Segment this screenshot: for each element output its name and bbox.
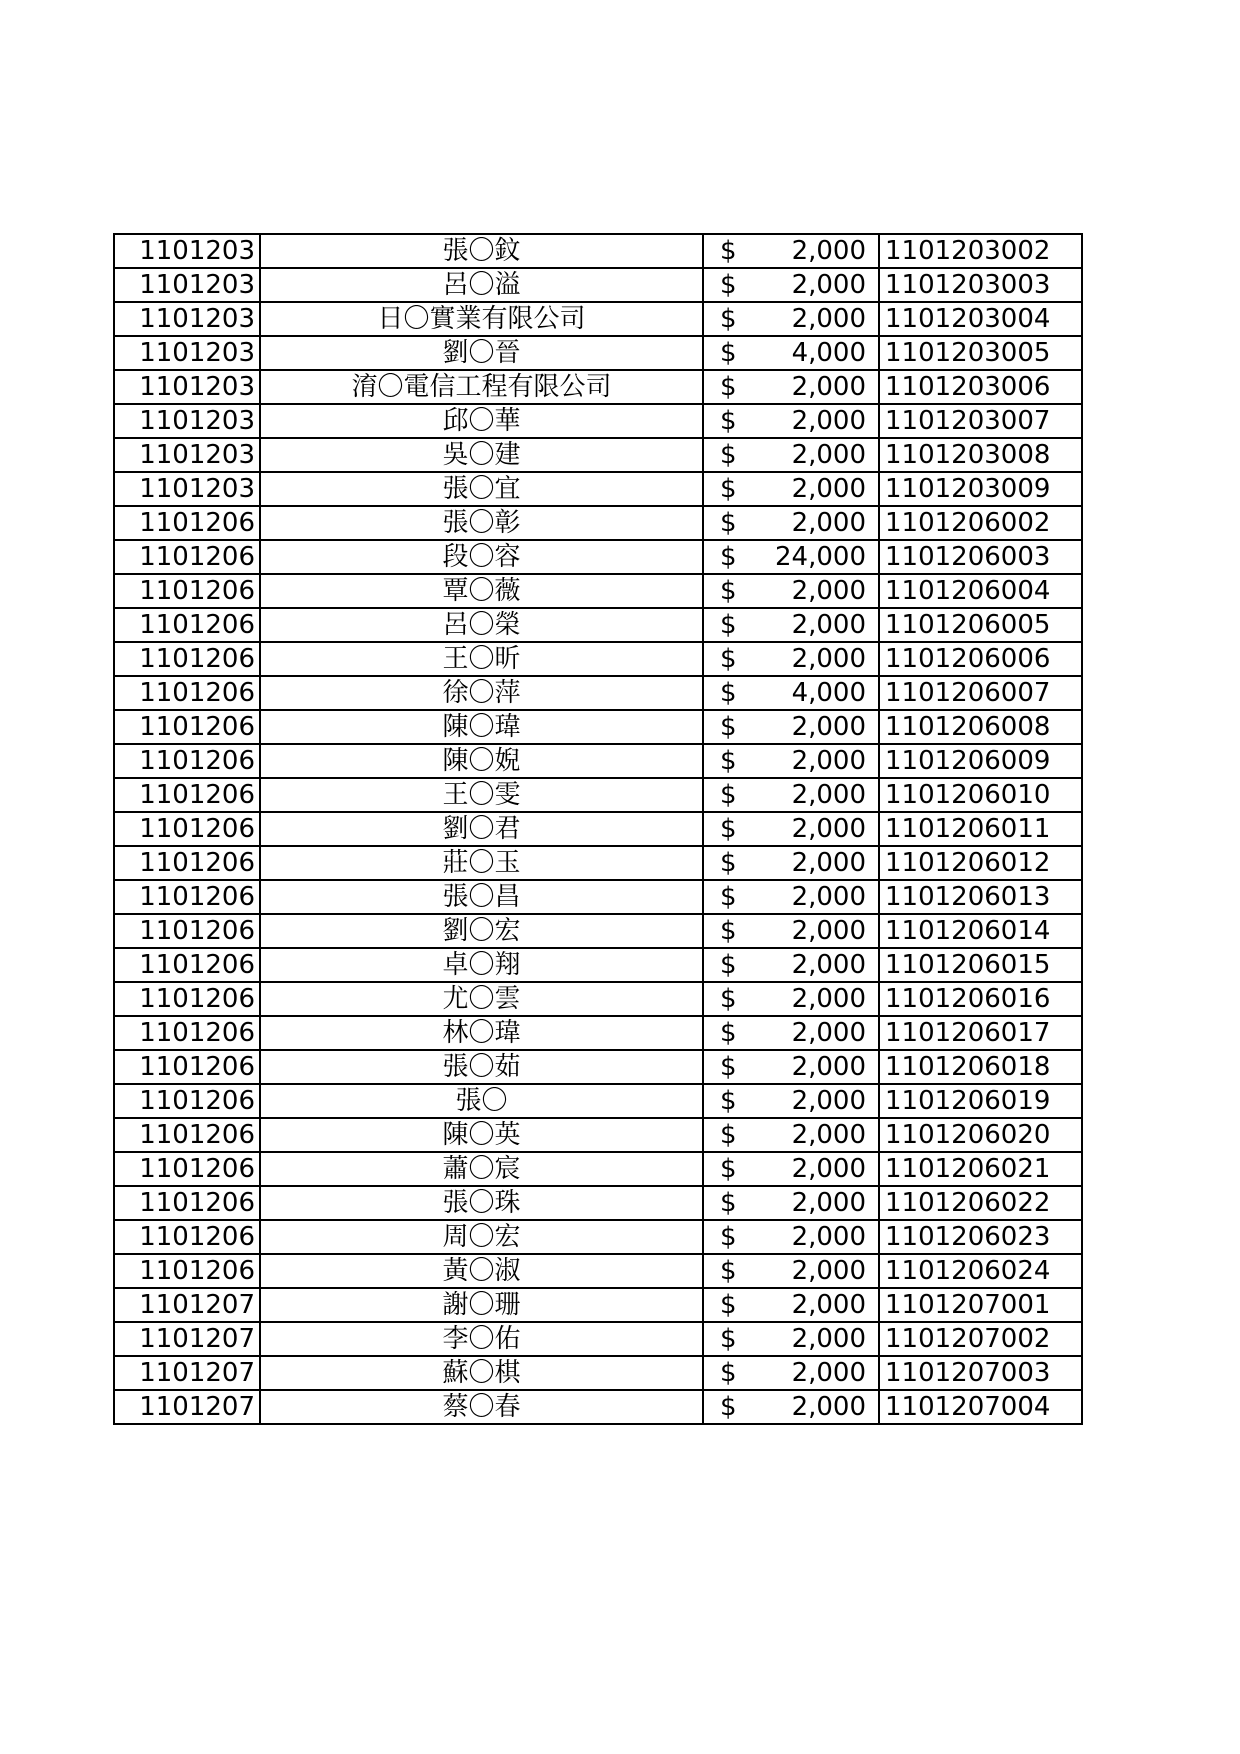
amount-value: 2,000 <box>791 780 866 810</box>
donor-name-cell: 徐〇萍 <box>260 676 703 710</box>
currency-symbol: $ <box>720 474 737 504</box>
currency-symbol: $ <box>720 406 737 436</box>
table-row <box>114 846 1082 880</box>
currency-symbol: $ <box>720 780 737 810</box>
receipt-number-cell: 1101206002 <box>879 506 1082 540</box>
receipt-number-cell: 1101206004 <box>879 574 1082 608</box>
table-row <box>114 676 1082 710</box>
amount-cell <box>703 1016 879 1050</box>
date-cell: 1101203 <box>114 370 260 404</box>
date-cell: 1101206 <box>114 1084 260 1118</box>
amount-value: 2,000 <box>791 576 866 606</box>
receipt-number-cell: 1101203009 <box>879 472 1082 506</box>
currency-symbol: $ <box>720 1392 737 1422</box>
date-cell: 1101207 <box>114 1322 260 1356</box>
currency-symbol: $ <box>720 746 737 776</box>
date-cell: 1101206 <box>114 914 260 948</box>
date-cell: 1101206 <box>114 1016 260 1050</box>
amount-cell <box>703 676 879 710</box>
currency-symbol: $ <box>720 1324 737 1354</box>
currency-symbol: $ <box>720 236 737 266</box>
receipt-number-cell: 1101203002 <box>879 234 1082 268</box>
amount-value: 2,000 <box>791 406 866 436</box>
amount-cell <box>703 302 879 336</box>
amount-value: 2,000 <box>791 1120 866 1150</box>
amount-value: 2,000 <box>791 882 866 912</box>
amount-cell <box>703 234 879 268</box>
table-row <box>114 1016 1082 1050</box>
amount-value: 2,000 <box>791 610 866 640</box>
amount-cell <box>703 642 879 676</box>
amount-value: 2,000 <box>791 1358 866 1388</box>
date-cell: 1101206 <box>114 1254 260 1288</box>
table-row <box>114 914 1082 948</box>
amount-value: 2,000 <box>791 508 866 538</box>
receipt-number-cell: 1101203008 <box>879 438 1082 472</box>
date-cell: 1101206 <box>114 1186 260 1220</box>
amount-value: 2,000 <box>791 1324 866 1354</box>
amount-cell <box>703 472 879 506</box>
currency-symbol: $ <box>720 304 737 334</box>
donor-name-cell: 吳〇建 <box>260 438 703 472</box>
receipt-number-cell: 1101206017 <box>879 1016 1082 1050</box>
table-row <box>114 1322 1082 1356</box>
donor-name-cell: 張〇宜 <box>260 472 703 506</box>
table-row <box>114 1356 1082 1390</box>
donor-name-cell: 王〇昕 <box>260 642 703 676</box>
date-cell: 1101206 <box>114 574 260 608</box>
table-row <box>114 1220 1082 1254</box>
date-cell: 1101203 <box>114 268 260 302</box>
table-row <box>114 778 1082 812</box>
amount-value: 2,000 <box>791 1188 866 1218</box>
donor-name-cell: 卓〇翔 <box>260 948 703 982</box>
amount-value: 2,000 <box>791 814 866 844</box>
receipt-number-cell: 1101206022 <box>879 1186 1082 1220</box>
amount-cell <box>703 506 879 540</box>
donor-name-cell: 黃〇淑 <box>260 1254 703 1288</box>
amount-cell <box>703 1050 879 1084</box>
currency-symbol: $ <box>720 950 737 980</box>
receipt-number-cell: 1101206003 <box>879 540 1082 574</box>
table-row <box>114 370 1082 404</box>
donor-name-cell: 張〇昌 <box>260 880 703 914</box>
donor-name-cell: 段〇容 <box>260 540 703 574</box>
donor-name-cell: 呂〇榮 <box>260 608 703 642</box>
currency-symbol: $ <box>720 1358 737 1388</box>
table-row <box>114 302 1082 336</box>
date-cell: 1101207 <box>114 1390 260 1424</box>
currency-symbol: $ <box>720 1188 737 1218</box>
table-row <box>114 268 1082 302</box>
amount-cell <box>703 880 879 914</box>
amount-cell <box>703 914 879 948</box>
donation-table <box>113 233 1083 1425</box>
donor-name-cell: 劉〇宏 <box>260 914 703 948</box>
currency-symbol: $ <box>720 1256 737 1286</box>
donor-name-cell: 日〇實業有限公司 <box>260 302 703 336</box>
receipt-number-cell: 1101206012 <box>879 846 1082 880</box>
table-row <box>114 438 1082 472</box>
date-cell: 1101206 <box>114 812 260 846</box>
date-cell: 1101206 <box>114 540 260 574</box>
currency-symbol: $ <box>720 882 737 912</box>
currency-symbol: $ <box>720 848 737 878</box>
amount-cell <box>703 1390 879 1424</box>
date-cell: 1101206 <box>114 608 260 642</box>
date-cell: 1101206 <box>114 1220 260 1254</box>
amount-cell <box>703 778 879 812</box>
currency-symbol: $ <box>720 916 737 946</box>
date-cell: 1101203 <box>114 234 260 268</box>
table-row <box>114 336 1082 370</box>
date-cell: 1101203 <box>114 404 260 438</box>
receipt-number-cell: 1101206023 <box>879 1220 1082 1254</box>
table-row <box>114 608 1082 642</box>
table-row <box>114 506 1082 540</box>
currency-symbol: $ <box>720 1086 737 1116</box>
donor-name-cell: 謝〇珊 <box>260 1288 703 1322</box>
receipt-number-cell: 1101207002 <box>879 1322 1082 1356</box>
amount-value: 2,000 <box>791 1222 866 1252</box>
donor-name-cell: 張〇 <box>260 1084 703 1118</box>
currency-symbol: $ <box>720 712 737 742</box>
amount-cell <box>703 846 879 880</box>
amount-value: 2,000 <box>791 474 866 504</box>
amount-value: 4,000 <box>791 338 866 368</box>
currency-symbol: $ <box>720 610 737 640</box>
currency-symbol: $ <box>720 338 737 368</box>
donor-name-cell: 陳〇婗 <box>260 744 703 778</box>
date-cell: 1101206 <box>114 744 260 778</box>
donor-name-cell: 張〇珠 <box>260 1186 703 1220</box>
amount-value: 24,000 <box>775 542 866 572</box>
currency-symbol: $ <box>720 576 737 606</box>
amount-value: 2,000 <box>791 372 866 402</box>
amount-cell <box>703 268 879 302</box>
amount-value: 2,000 <box>791 1256 866 1286</box>
amount-value: 2,000 <box>791 950 866 980</box>
amount-value: 2,000 <box>791 236 866 266</box>
receipt-number-cell: 1101206016 <box>879 982 1082 1016</box>
amount-cell <box>703 1220 879 1254</box>
table-row <box>114 982 1082 1016</box>
amount-cell <box>703 1288 879 1322</box>
receipt-number-cell: 1101203005 <box>879 336 1082 370</box>
amount-value: 2,000 <box>791 270 866 300</box>
date-cell: 1101206 <box>114 506 260 540</box>
donor-name-cell: 劉〇晉 <box>260 336 703 370</box>
date-cell: 1101206 <box>114 778 260 812</box>
amount-cell <box>703 540 879 574</box>
donor-name-cell: 呂〇溢 <box>260 268 703 302</box>
currency-symbol: $ <box>720 542 737 572</box>
currency-symbol: $ <box>720 508 737 538</box>
currency-symbol: $ <box>720 644 737 674</box>
amount-cell <box>703 1322 879 1356</box>
donor-name-cell: 邱〇華 <box>260 404 703 438</box>
receipt-number-cell: 1101206020 <box>879 1118 1082 1152</box>
receipt-number-cell: 1101203006 <box>879 370 1082 404</box>
table-row <box>114 1186 1082 1220</box>
donor-name-cell: 淯〇電信工程有限公司 <box>260 370 703 404</box>
amount-value: 2,000 <box>791 1290 866 1320</box>
amount-value: 2,000 <box>791 1018 866 1048</box>
amount-cell <box>703 948 879 982</box>
table-row <box>114 1050 1082 1084</box>
date-cell: 1101203 <box>114 336 260 370</box>
amount-value: 2,000 <box>791 644 866 674</box>
donor-name-cell: 張〇茹 <box>260 1050 703 1084</box>
donation-table-body <box>114 234 1082 1424</box>
receipt-number-cell: 1101206007 <box>879 676 1082 710</box>
table-row <box>114 1084 1082 1118</box>
date-cell: 1101206 <box>114 846 260 880</box>
receipt-number-cell: 1101206005 <box>879 608 1082 642</box>
table-row <box>114 472 1082 506</box>
date-cell: 1101206 <box>114 948 260 982</box>
donor-name-cell: 張〇鈫 <box>260 234 703 268</box>
amount-value: 2,000 <box>791 984 866 1014</box>
currency-symbol: $ <box>720 984 737 1014</box>
donor-name-cell: 蔡〇春 <box>260 1390 703 1424</box>
date-cell: 1101206 <box>114 642 260 676</box>
amount-cell <box>703 608 879 642</box>
date-cell: 1101203 <box>114 438 260 472</box>
currency-symbol: $ <box>720 814 737 844</box>
currency-symbol: $ <box>720 1222 737 1252</box>
donor-name-cell: 莊〇玉 <box>260 846 703 880</box>
donor-name-cell: 蕭〇宸 <box>260 1152 703 1186</box>
table-row <box>114 812 1082 846</box>
amount-cell <box>703 1118 879 1152</box>
currency-symbol: $ <box>720 1290 737 1320</box>
receipt-number-cell: 1101206008 <box>879 710 1082 744</box>
amount-cell <box>703 710 879 744</box>
amount-cell <box>703 1152 879 1186</box>
amount-cell <box>703 404 879 438</box>
receipt-number-cell: 1101206006 <box>879 642 1082 676</box>
table-row <box>114 880 1082 914</box>
date-cell: 1101206 <box>114 880 260 914</box>
date-cell: 1101203 <box>114 302 260 336</box>
receipt-number-cell: 1101206010 <box>879 778 1082 812</box>
currency-symbol: $ <box>720 270 737 300</box>
date-cell: 1101203 <box>114 472 260 506</box>
amount-value: 2,000 <box>791 916 866 946</box>
amount-value: 2,000 <box>791 1392 866 1422</box>
table-row <box>114 574 1082 608</box>
donor-name-cell: 蘇〇棋 <box>260 1356 703 1390</box>
date-cell: 1101206 <box>114 1118 260 1152</box>
amount-cell <box>703 1254 879 1288</box>
amount-value: 4,000 <box>791 678 866 708</box>
donor-name-cell: 王〇雯 <box>260 778 703 812</box>
date-cell: 1101207 <box>114 1288 260 1322</box>
donor-name-cell: 張〇彰 <box>260 506 703 540</box>
receipt-number-cell: 1101206018 <box>879 1050 1082 1084</box>
amount-cell <box>703 1084 879 1118</box>
receipt-number-cell: 1101206019 <box>879 1084 1082 1118</box>
table-row <box>114 948 1082 982</box>
table-row <box>114 1152 1082 1186</box>
table-row <box>114 234 1082 268</box>
amount-value: 2,000 <box>791 1086 866 1116</box>
currency-symbol: $ <box>720 1052 737 1082</box>
amount-cell <box>703 1186 879 1220</box>
receipt-number-cell: 1101206014 <box>879 914 1082 948</box>
date-cell: 1101206 <box>114 1050 260 1084</box>
donor-name-cell: 周〇宏 <box>260 1220 703 1254</box>
receipt-number-cell: 1101203007 <box>879 404 1082 438</box>
amount-value: 2,000 <box>791 1052 866 1082</box>
amount-cell <box>703 574 879 608</box>
donor-name-cell: 李〇佑 <box>260 1322 703 1356</box>
receipt-number-cell: 1101203004 <box>879 302 1082 336</box>
currency-symbol: $ <box>720 440 737 470</box>
amount-cell <box>703 982 879 1016</box>
amount-cell <box>703 438 879 472</box>
date-cell: 1101206 <box>114 982 260 1016</box>
table-row <box>114 540 1082 574</box>
currency-symbol: $ <box>720 1154 737 1184</box>
currency-symbol: $ <box>720 372 737 402</box>
receipt-number-cell: 1101206013 <box>879 880 1082 914</box>
date-cell: 1101206 <box>114 1152 260 1186</box>
receipt-number-cell: 1101207001 <box>879 1288 1082 1322</box>
amount-value: 2,000 <box>791 1154 866 1184</box>
amount-value: 2,000 <box>791 848 866 878</box>
amount-value: 2,000 <box>791 746 866 776</box>
donor-name-cell: 尤〇雲 <box>260 982 703 1016</box>
receipt-number-cell: 1101203003 <box>879 268 1082 302</box>
amount-cell <box>703 370 879 404</box>
table-row <box>114 404 1082 438</box>
table-row <box>114 1288 1082 1322</box>
receipt-number-cell: 1101206009 <box>879 744 1082 778</box>
receipt-number-cell: 1101207003 <box>879 1356 1082 1390</box>
table-row <box>114 1254 1082 1288</box>
currency-symbol: $ <box>720 678 737 708</box>
donor-name-cell: 覃〇薇 <box>260 574 703 608</box>
donor-name-cell: 陳〇瑋 <box>260 710 703 744</box>
date-cell: 1101206 <box>114 710 260 744</box>
table-row <box>114 1118 1082 1152</box>
table-row <box>114 1390 1082 1424</box>
receipt-number-cell: 1101206011 <box>879 812 1082 846</box>
amount-value: 2,000 <box>791 712 866 742</box>
donor-name-cell: 劉〇君 <box>260 812 703 846</box>
receipt-number-cell: 1101207004 <box>879 1390 1082 1424</box>
date-cell: 1101207 <box>114 1356 260 1390</box>
amount-cell <box>703 1356 879 1390</box>
receipt-number-cell: 1101206024 <box>879 1254 1082 1288</box>
receipt-number-cell: 1101206021 <box>879 1152 1082 1186</box>
date-cell: 1101206 <box>114 676 260 710</box>
table-row <box>114 710 1082 744</box>
currency-symbol: $ <box>720 1018 737 1048</box>
amount-cell <box>703 744 879 778</box>
amount-cell <box>703 336 879 370</box>
amount-value: 2,000 <box>791 304 866 334</box>
table-row <box>114 642 1082 676</box>
amount-value: 2,000 <box>791 440 866 470</box>
donor-name-cell: 陳〇英 <box>260 1118 703 1152</box>
donor-name-cell: 林〇瑋 <box>260 1016 703 1050</box>
currency-symbol: $ <box>720 1120 737 1150</box>
receipt-number-cell: 1101206015 <box>879 948 1082 982</box>
table-row <box>114 744 1082 778</box>
amount-cell <box>703 812 879 846</box>
